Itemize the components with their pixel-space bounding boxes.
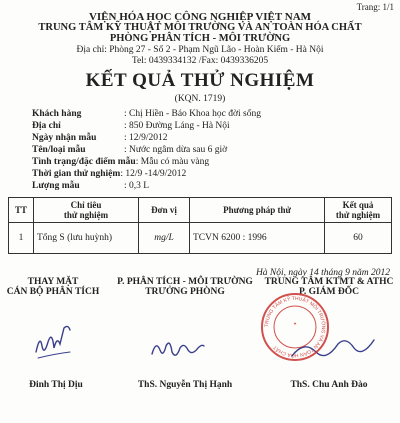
middle-signer-name: ThS. Nguyễn Thị Hạnh <box>137 380 233 390</box>
info-value: : Chị Hiền - Báo Khoa học đời sống <box>124 109 261 119</box>
info-value: : Mẫu có màu vàng <box>135 157 210 167</box>
institute-name: VIỆN HÓA HỌC CÔNG NGHIỆP VIỆT NAM <box>88 11 312 23</box>
header-address: Địa chỉ: Phòng 27 - Số 2 - Phạm Ngũ Lão - Hoàn Kiếm - Hà Nội <box>76 45 324 55</box>
department-name: PHÒNG PHÂN TÍCH - MÔI TRƯỜNG <box>109 33 291 44</box>
middle-signature-title <box>110 277 260 297</box>
document-title: KẾT QUẢ THỬ NGHIỆM <box>85 70 315 91</box>
info-value: : 12/9/2012 <box>124 133 168 143</box>
middle-title-line1: P. PHÂN TÍCH - MÔI TRƯỜNG <box>117 277 253 287</box>
info-row-address <box>32 121 230 131</box>
cell-unit: mg/L <box>139 223 190 254</box>
info-label: Khách hàng <box>32 109 82 119</box>
page-number: Trang: 1/1 <box>356 2 394 12</box>
info-value: : 0,3 L <box>124 181 150 191</box>
stamp-ring-text: TRUNG TÂM KỸ THUẬT MÔI TRƯỜNG VÀ AN TOÀN HÓA CHẤT <box>263 295 327 359</box>
table-row <box>9 223 392 254</box>
cell-parameter: Tổng S (lưu huỳnh) <box>34 223 139 254</box>
col-header-parameter-line1: Chỉ tiêu <box>70 200 102 210</box>
middle-title-line2: TRƯỞNG PHÒNG <box>145 287 225 297</box>
right-title-line2: P. GIÁM ĐỐC <box>298 287 360 297</box>
info-row-sample-condition <box>32 157 209 167</box>
info-value: : Nước ngâm dừa sau 6 giờ <box>124 145 228 155</box>
left-handwritten-signature <box>30 316 80 366</box>
svg-text:TRUNG TÂM KỸ THUẬT MÔI TRƯỜNG <box>264 295 327 359</box>
cell-result: 60 <box>325 223 392 254</box>
col-header-parameter-line2: thử nghiệm <box>63 210 109 220</box>
info-row-sample-name <box>32 145 227 155</box>
signing-date: Hà Nội, ngày 14 tháng 9 năm 2012 <box>255 268 390 278</box>
info-row-receive-date <box>32 133 168 143</box>
results-table <box>8 197 392 254</box>
report-code: (KQN. 1719) <box>174 94 226 104</box>
svg-text:✶: ✶ <box>293 322 297 326</box>
right-title-line1: TRUNG TÂM KTMT & ATHC <box>264 277 394 287</box>
col-header-result <box>325 198 392 223</box>
info-label: Lượng mẫu <box>32 181 80 191</box>
left-signer-name: Đinh Thị Dịu <box>29 380 83 390</box>
middle-handwritten-signature <box>148 330 208 366</box>
col-header-parameter <box>34 198 139 223</box>
col-header-result-line1: Kết quả <box>342 200 374 210</box>
info-label: Tên/loại mẫu <box>32 145 86 155</box>
left-title-line1: THAY MẶT <box>27 277 79 287</box>
info-row-test-period <box>32 169 186 179</box>
cell-method: TCVN 6200 : 1996 <box>190 223 325 254</box>
col-header-method: Phương pháp thử <box>190 198 325 223</box>
col-header-unit: Đơn vị <box>139 198 190 223</box>
info-row-sample-amount <box>32 181 149 191</box>
header-phone-fax: Tel: 0439334132 /Fax: 0439336205 <box>131 56 269 66</box>
right-signer-name: ThS. Chu Anh Đào <box>290 380 368 390</box>
info-label: Địa chỉ <box>32 121 61 131</box>
info-value: : 850 Đường Láng - Hà Nội <box>124 121 230 131</box>
left-signature-title <box>6 277 100 297</box>
cell-tt: 1 <box>9 223 34 254</box>
col-header-result-line2: thử nghiệm <box>335 210 381 220</box>
info-label: Tình trạng/đặc điểm mẫu <box>32 157 136 167</box>
center-name: TRUNG TÂM KỸ THUẬT MÔI TRƯỜNG VÀ AN TOÀN HÓA CHẤT <box>38 22 362 33</box>
info-value: : 12/9 -14/9/2012 <box>120 169 187 179</box>
col-header-tt: TT <box>9 198 34 223</box>
left-title-line2: CÁN BỘ PHÂN TÍCH <box>6 287 100 297</box>
info-label: Ngày nhận mẫu <box>32 133 97 143</box>
info-label: Thời gian thử nghiệm <box>32 169 121 179</box>
official-stamp <box>260 292 330 362</box>
table-header-row <box>9 198 392 223</box>
info-row-customer <box>32 109 261 119</box>
